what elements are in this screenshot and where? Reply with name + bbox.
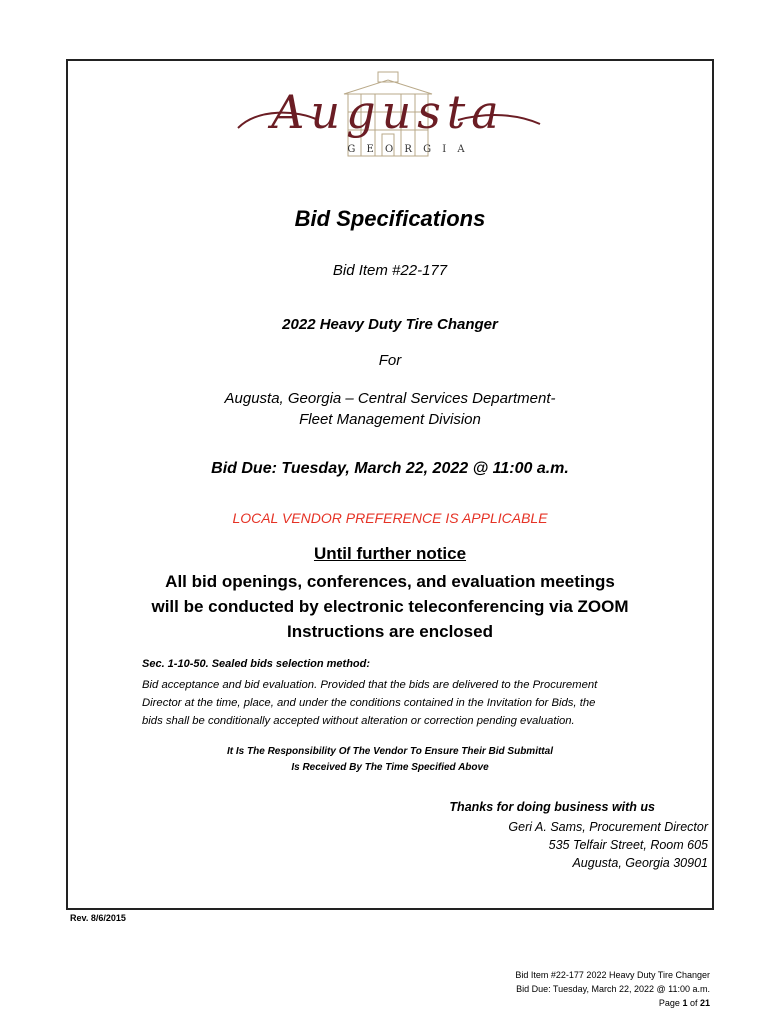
section-line2: Director at the time, place, and under the conditions contained in the Invitation for Bids, the — [142, 697, 596, 709]
page-title: Bid Specifications — [294, 206, 486, 231]
thanks-line: Thanks for doing business with us — [449, 800, 655, 814]
contact-street: 535 Telfair Street, Room 605 — [548, 838, 708, 852]
section-title: Sec. 1-10-50. Sealed bids selection method: — [142, 658, 371, 670]
department-line1: Augusta, Georgia – Central Services Department- — [224, 390, 556, 407]
page-current: 1 — [682, 998, 688, 1008]
document-border — [66, 59, 714, 910]
bid-item-number: Bid Item #22-177 — [332, 262, 448, 279]
local-vendor-preference: LOCAL VENDOR PREFERENCE IS APPLICABLE — [232, 510, 548, 526]
contact-name: Geri A. Sams, Procurement Director — [508, 820, 708, 834]
contact-block — [300, 818, 708, 872]
revision-date: Rev. 8/6/2015 — [70, 913, 126, 923]
footer-line1: Bid Item #22-177 2022 Heavy Duty Tire Changer — [515, 970, 710, 980]
department-line2: Fleet Management Division — [299, 411, 481, 428]
page-of: of — [687, 998, 700, 1008]
contact-city: Augusta, Georgia 30901 — [572, 856, 708, 870]
augusta-georgia-logo — [228, 68, 548, 178]
georgia-subtitle: G E O R G I A — [347, 144, 469, 155]
responsibility-line2: Is Received By The Time Specified Above — [291, 762, 489, 773]
responsibility-line1: It Is The Responsibility Of The Vendor To Ensure Their Bid Submittal — [227, 746, 553, 757]
page-total: 21 — [699, 998, 710, 1008]
section-line3: bids shall be conditionally accepted without alteration or correction pending evaluation. — [142, 715, 575, 727]
item-name: 2022 Heavy Duty Tire Changer — [282, 316, 498, 333]
page-footer — [380, 968, 710, 1010]
for-label: For — [378, 352, 402, 369]
page-prefix: Page — [658, 998, 683, 1008]
notice-line2: will be conducted by electronic teleconferencing via ZOOM — [151, 597, 629, 616]
footer-line2: Bid Due: Tuesday, March 22, 2022 @ 11:00 a.m. — [516, 984, 710, 994]
department — [66, 388, 714, 430]
section-body — [142, 676, 662, 730]
bid-due-date: Bid Due: Tuesday, March 22, 2022 @ 11:00 a.m. — [211, 460, 569, 477]
augusta-wordmark: Augusta — [271, 85, 505, 139]
notice-body — [66, 569, 714, 644]
notice-line3: Instructions are enclosed — [287, 622, 493, 641]
section-line1: Bid acceptance and bid evaluation. Provided that the bids are delivered to the Procurement — [142, 679, 598, 691]
notice-heading: Until further notice — [313, 544, 467, 563]
responsibility-notice — [66, 744, 714, 776]
notice-line1: All bid openings, conferences, and evaluation meetings — [165, 572, 615, 591]
page-number — [380, 996, 710, 1010]
